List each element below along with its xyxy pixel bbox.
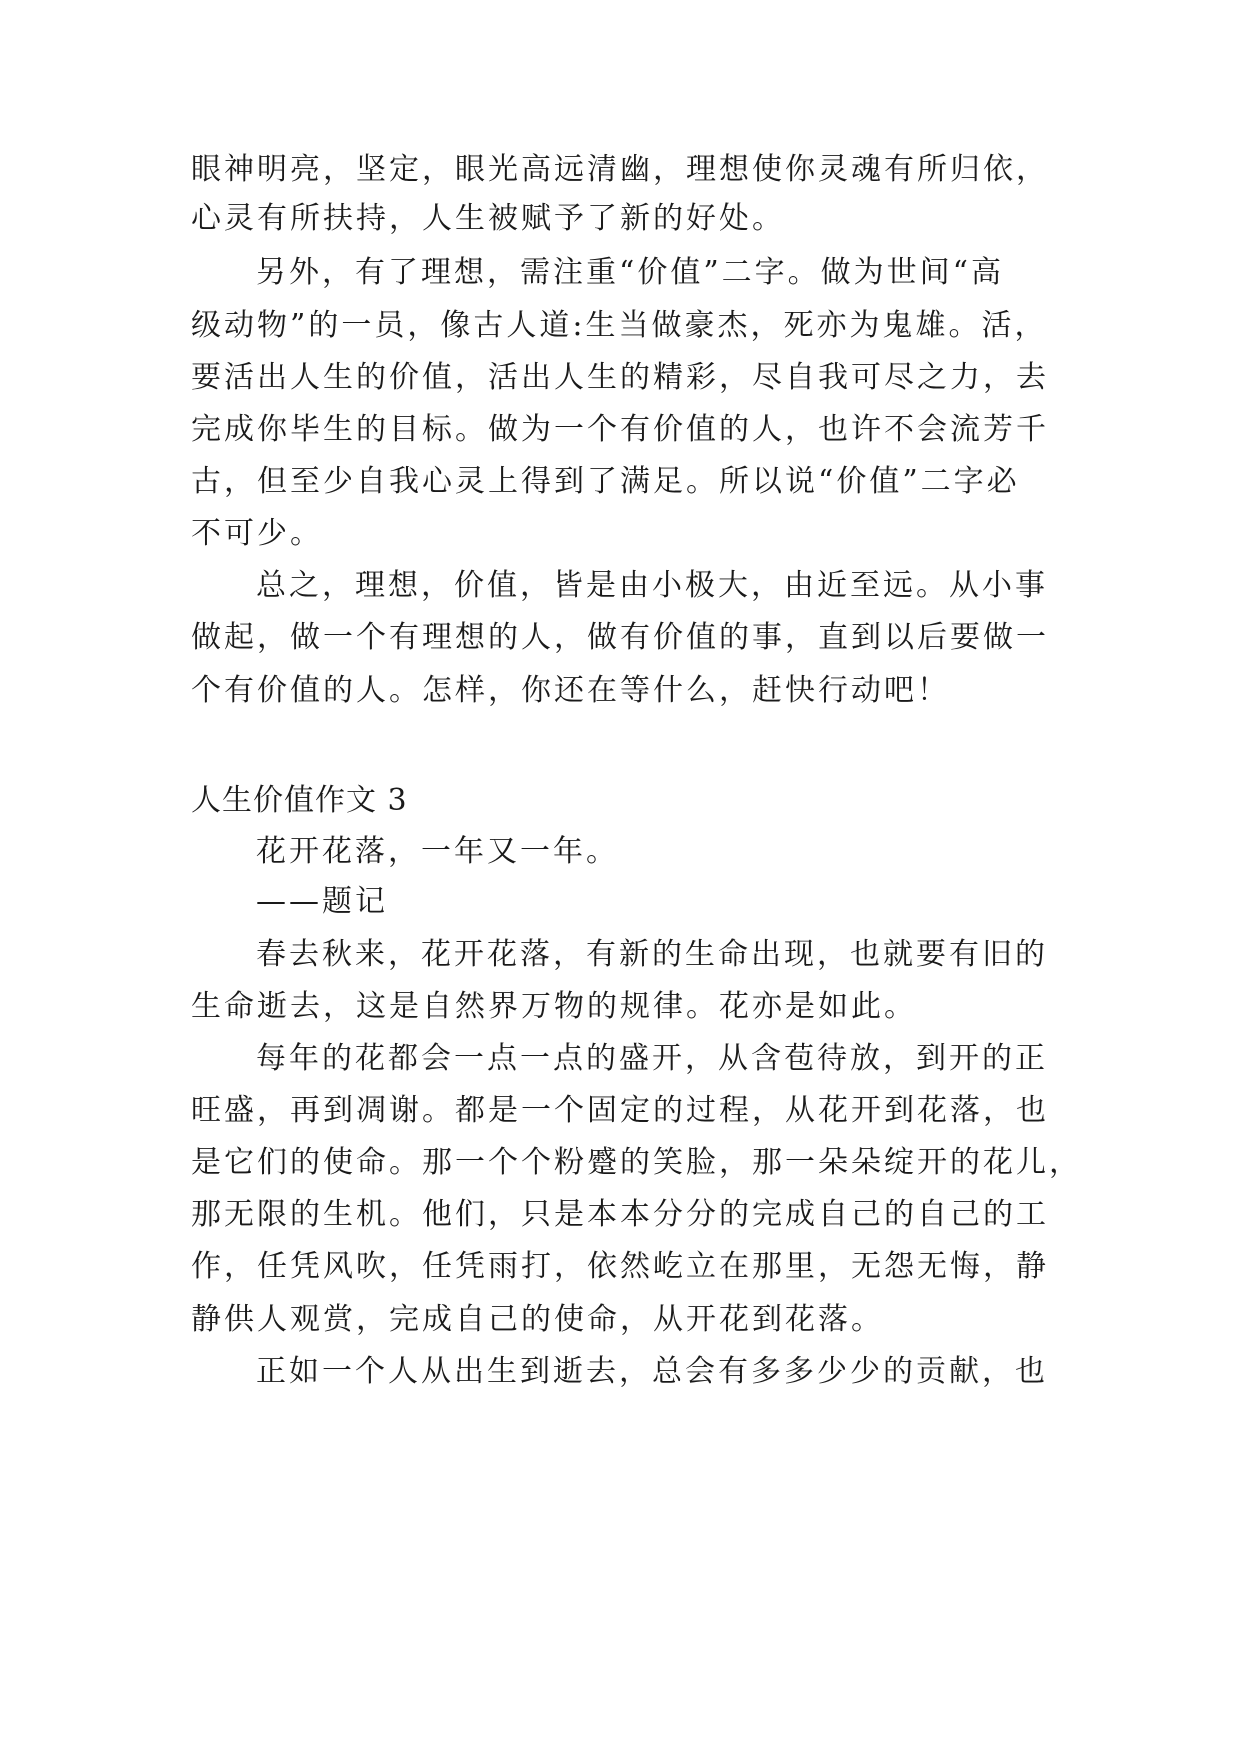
text-line: 心灵有所扶持，人生被赋予了新的好处。 [191,201,785,236]
text-line: 是它们的使命。那一个个粉蹙的笑脸，那一朵朵绽开的花儿， [191,1145,1082,1180]
text-line: 生命逝去，这是自然界万物的规律。花亦是如此。 [191,989,917,1024]
text-line: 作，任凭风吹，任凭雨打，依然屹立在那里，无怨无悔，静 [191,1249,1049,1284]
text-line: 正如一个人从出生到逝去，总会有多多少少的贡献，也 [256,1354,1048,1389]
text-line: 做起，做一个有理想的人，做有价值的事，直到以后要做一 [191,620,1049,655]
text-line: 静供人观赏，完成自己的使命，从开花到花落。 [191,1302,884,1337]
text-line: 古，但至少自我心灵上得到了满足。所以说“价值”二字必 [191,464,1020,499]
text-line: 春去秋来，花开花落，有新的生命出现，也就要有旧的 [256,937,1048,972]
text-line: 级动物”的一员，像古人道:生当做豪杰，死亦为鬼雄。活， [191,308,1048,343]
text-line: 不可少。 [191,516,323,551]
text-line: 另外，有了理想，需注重“价值”二字。做为世间“高 [256,255,1005,290]
text-line: 要活出人生的价值，活出人生的精彩，尽自我可尽之力，去 [191,360,1049,395]
text-line: 个有价值的人。怎样，你还在等什么，赶快行动吧！ [191,673,950,708]
text-line: ——题记 [256,884,388,919]
text-line: 那无限的生机。他们，只是本本分分的完成自己的自己的工 [191,1197,1049,1232]
text-line: 完成你毕生的目标。做为一个有价值的人，也许不会流芳千 [191,412,1049,447]
text-line: 每年的花都会一点一点的盛开，从含苞待放，到开的正 [256,1041,1048,1076]
text-line: 眼神明亮，坚定，眼光高远清幽，理想使你灵魂有所归依， [191,152,1049,187]
text-line: 总之，理想，价值，皆是由小极大，由近至远。从小事 [256,568,1048,603]
section-heading: 人生价值作文 3 [191,783,408,818]
text-line: 旺盛，再到凋谢。都是一个固定的过程，从花开到花落，也 [191,1093,1049,1128]
text-line: 花开花落，一年又一年。 [256,834,619,869]
